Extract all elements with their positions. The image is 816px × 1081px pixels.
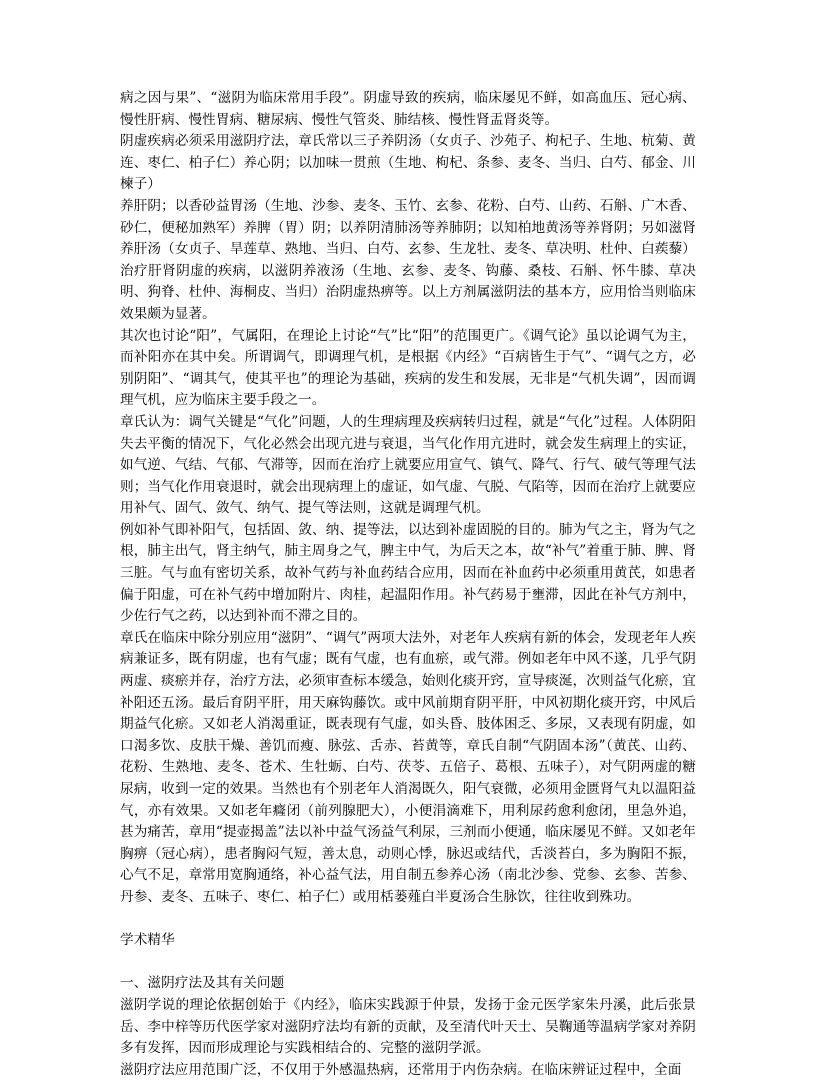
- blank-line: [120, 909, 696, 931]
- paragraph-3: 养肝阴；以香砂益胃汤（生地、沙参、麦冬、玉竹、玄参、花粉、白芍、山药、石斛、广木香、砂仁，便秘加熟军）养脾（胃）阴；以养阴清肺汤等养肺阴；以知柏地黄汤等养肾阴；另如滋肾养肝汤（女贞子、旱莲草、熟地、当归、白芍、玄参、生龙牡、麦冬、草决明、杜仲、白蒺藜）治疗肝肾阴虚的疾病，以滋阴养液汤（生地、玄参、麦冬、钩藤、桑枝、石斛、怀牛膝、草决明、狗脊、杜仲、海桐皮、当归）治阴虚热痹等。以上方剂属滋阴法的基本方，应用恰当则临床效果颇为显著。: [120, 197, 696, 322]
- section-title: 学术精华: [120, 932, 175, 949]
- paragraph-9: 滋阴疗法应用范围广泛，不仅用于外感温热病，还常用于内伤杂病。在临床辨证过程中，全面: [120, 1061, 682, 1078]
- paragraph-6: 例如补气即补阳气，包括固、敛、纳、提等法，以达到补虚固脱的目的。肺为气之主，肾为气之根，肺主出气，肾主纳气，肺主周身之气，脾主中气，为后天之本，故“补气”着重于肺、脾、肾三脏。气与血有密切关系，故补气药与补血药结合应用，因而在补血药中必须重用黄芪，如患者偏于阳虚，可在补气药中增加附片、肉桂，起温阳作用。补气药易于壅滞，因此在补气方剂中，少佐行气之药，以达到补而不滞之目的。: [120, 521, 696, 625]
- paragraph-5: 章氏认为：调气关键是“气化”问题，人的生理病理及疾病转归过程，就是“气化”过程。人体阴阳失去平衡的情况下，气化必然会出现亢进与衰退，当气化作用亢进时，就会发生病理上的实证，如气逆、气结、气郁、气滞等，因而在治疗上就要应用宣气、镇气、降气、行气、破气等理气法则；当气化作用衰退时，就会出现病理上的虚证，如气虚、气脱、气陷等，因而在治疗上就要应用补气、固气、敛气、纳气、提气等法则，这就是调理气机。: [120, 413, 696, 517]
- paragraph-1: 病之因与果”、“滋阴为临床常用手段”。阴虚导致的疾病，临床屡见不鲜，如高血压、冠心病、慢性肝病、慢性胃病、糖尿病、慢性气管炎、肺结核、慢性肾盂肾炎等。: [120, 90, 696, 128]
- subsection-title: 一、滋阴疗法及其有关问题: [120, 975, 285, 992]
- paragraph-7: 章氏在临床中除分别应用“滋阴”、“调气”两项大法外，对老年人疾病有新的体会，发现老年人疾病兼证多，既有阴虚，也有气虚；既有气虚，也有血瘀，或气滞。例如老年中风不遂，几乎气阴两虚、痰瘀并存，治疗方法，必须审查标本缓急，始则化痰开窍，宣导痰涎，次则益气化瘀，宜补阳还五汤。最后育阴平肝，用天麻钩藤饮。或中风前期育阴平肝，中风初期化痰开窍，中风后期益气化瘀。又如老人消渴重证，既表现有气虚，如头昏、肢体困乏、多尿，又表现有阴虚，如口渴多饮、皮肤干燥、善饥而瘦、脉弦、舌赤、苔黄等，章氏自制“气阴固本汤”（黄芪、山药、花粉、生熟地、麦冬、苍术、生牡蛎、白芍、茯苓、五倍子、葛根、五味子），对气阴两虚的糖尿病，收到一定的效果。当然也有个别老年人消渴既久，阳气衰微，必须用金匮肾气丸以温阳益气，亦有效果。又如老年癃闭（前列腺肥大），小便涓滴难下，用利尿药愈利愈闭，里急外追，甚为痛苦，章用“提壶揭盖”法以补中益气汤益气利尿，三剂而小便通，临床屡见不鲜。又如老年胸痹（冠心病），患者胸闷气短，善太息，动则心悸，脉迟或结代，舌淡苔白，多为胸阳不振，心气不足，章常用宽胸通络，补心益气法，用自制五参养心汤（南北沙参、党参、玄参、苦参、丹参、麦冬、五味子、枣仁、柏子仁）或用栝蒌薤白半夏汤合生脉饮，往往收到殊功。: [120, 629, 696, 905]
- paragraph-4: 其次也讨论“阳”，气属阳，在理论上讨论“气”比“阳”的范围更广。《调气论》虽以论调气为主，而补阳亦在其中矣。所谓调气，即调理气机，是根据《内经》“百病皆生于气”、“调气之方，必别阴阳”、“调其气，使其平也”的理论为基础，疾病的发生和发展，无非是“气机失调”，因而调理气机，应为临床主要手段之一。: [120, 327, 696, 409]
- paragraph-8: 滋阴学说的理论依据创始于《内经》，临床实践源于仲景，发扬于金元医学家朱丹溪，此后张景岳、李中梓等历代医学家对滋阴疗法均有新的贡献，及至清代叶天士、吴鞠通等温病学家对养阴多有发挥，因而形成理论与实践相结合的、完整的滋阴学派。: [120, 996, 696, 1057]
- document-page: [120, 88, 696, 1081]
- blank-line: [120, 952, 696, 974]
- paragraph-2: 阴虚疾病必须采用滋阴疗法，章氏常以三子养阴汤（女贞子、沙苑子、枸杞子、生地、杭菊、黄连、枣仁、柏子仁）养心阴；以加味一贯煎（生地、枸杞、条参、麦冬、当归、白芍、郁金、川楝子）: [120, 133, 696, 193]
